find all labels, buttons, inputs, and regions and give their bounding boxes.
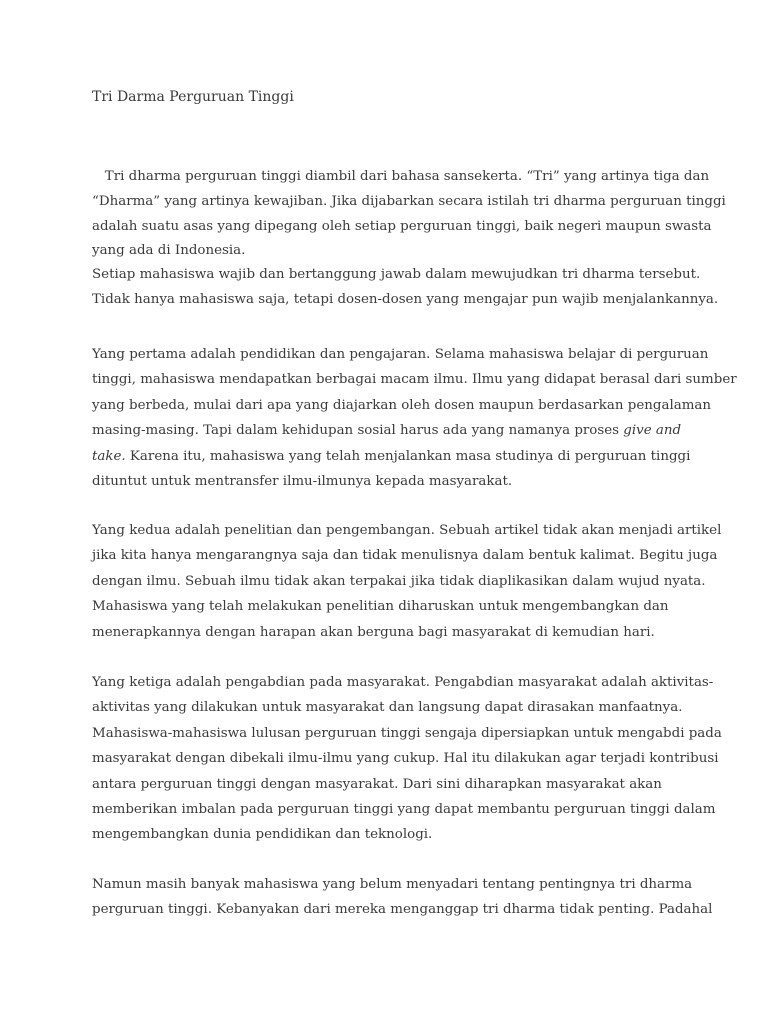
paragraph-research [92,518,722,645]
text-line: dituntut untuk mentransfer ilmu-ilmunya kepada masyarakat. [92,474,513,490]
text-line: Mahasiswa-mahasiswa lulusan perguruan tinggi sengaja dipersiapkan untuk mengabdi pada [92,725,722,741]
text-line: masyarakat dengan dibekali ilmu-ilmu yang cukup. Hal itu dilakukan agar terjadi kontribusi [92,751,719,767]
text-line: Setiap mahasiswa wajib dan bertanggung jawab dalam mewujudkan tri dharma tersebut. [92,266,701,282]
text-line: Tidak hanya mahasiswa saja, tetapi dosen-dosen yang mengajar pun wajib menjalankannya. [92,291,719,307]
text-line: Mahasiswa yang telah melakukan penelitian diharuskan untuk mengembangkan dan [92,599,669,615]
text-line [92,418,692,443]
text-line: Yang pertama adalah pendidikan dan pengajaran. Selama mahasiswa belajar di perguruan [92,347,709,362]
text-line: dengan ilmu. Sebuah ilmu tidak akan terpakai jika tidak diaplikasikan dalam wujud nyata. [92,573,706,589]
text-line: Yang kedua adalah penelitian dan pengembangan. Sebuah artikel tidak akan menjadi artikel [92,523,722,538]
text-line: Namun masih banyak mahasiswa yang belum menyadari tentang pentingnya tri dharma [92,877,693,892]
text-line: yang berbeda, mulai dari apa yang diajarkan oleh dosen maupun berdasarkan pengalaman [92,397,712,413]
text-line: mengembangkan dunia pendidikan dan teknologi. [92,827,433,843]
paragraph-closing [92,872,713,923]
text-line: “Dharma” yang artinya kewajiban. Jika dijabarkan secara istilah tri dharma perguruan tinggi [92,194,726,210]
text-line-segment: Karena itu, mahasiswa yang telah menjalankan masa studinya di perguruan tinggi [125,448,691,464]
paragraph-intro [92,164,726,312]
text-line: jika kita hanya mengarangnya saja dan tidak menulisnya dalam bentuk kalimat. Begitu juga [92,548,718,564]
text-line-segment: masing-masing. Tapi dalam kehidupan sosial harus ada yang namanya proses [92,423,624,439]
text-line: memberikan imbalan pada perguruan tinggi yang dapat membantu perguruan tinggi dalam [92,802,716,818]
text-line: menerapkannya dengan harapan akan berguna bagi masyarakat di kemudian hari. [92,624,655,640]
text-line: antara perguruan tinggi dengan masyarakat. Dari sini diharapkan masyarakat akan [92,776,662,792]
text-line: yang ada di Indonesia. [92,242,246,258]
paragraph-education [92,342,737,494]
text-line: adalah suatu asas yang dipegang oleh setiap perguruan tinggi, baik negeri maupun swasta [92,218,712,234]
text-line [92,444,692,469]
paragraph-community-service [92,670,722,848]
text-line: perguruan tinggi. Kebanyakan dari mereka menganggap tri dharma tidak penting. Padahal [92,902,713,918]
italic-phrase: give and [623,423,682,439]
text-line: tinggi, mahasiswa mendapatkan berbagai macam ilmu. Ilmu yang didapat berasal dari sumber [92,372,737,388]
text-line: Yang ketiga adalah pengabdian pada masyarakat. Pengabdian masyarakat adalah aktivitas- [92,675,714,690]
document-title: Tri Darma Perguruan Tinggi [92,89,294,105]
text-line: aktivitas yang dilakukan untuk masyarakat dan langsung dapat dirasakan manfaatnya. [92,700,683,716]
text-line: Tri dharma perguruan tinggi diambil dari bahasa sansekerta. “Tri” yang artinya tiga dan [92,169,710,184]
italic-phrase: take. [92,448,126,464]
